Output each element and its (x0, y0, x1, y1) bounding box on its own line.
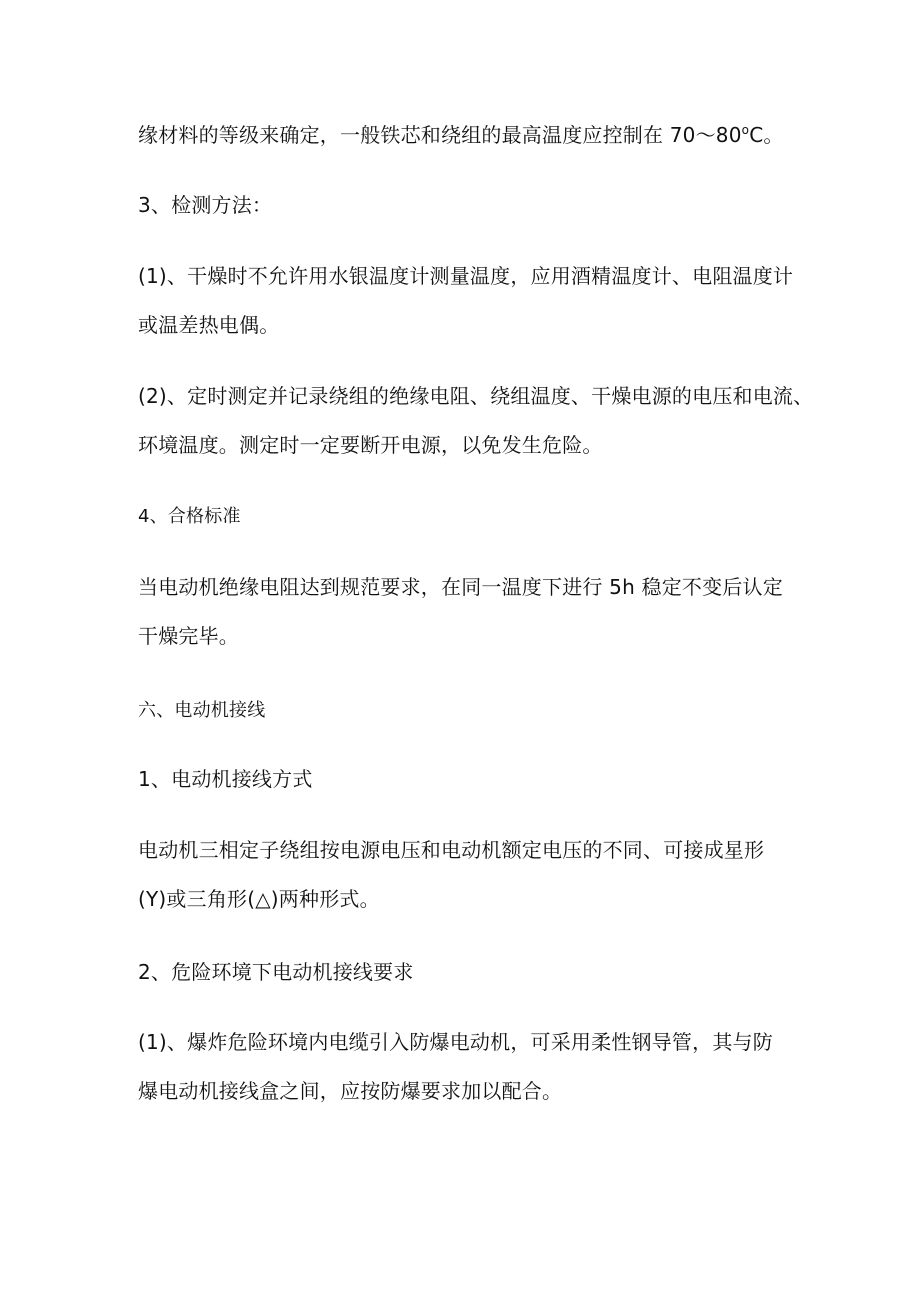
paragraph-item-3-2-line-1: (2)、定时测定并记录绕组的绝缘电阻、绕组温度、干燥电源的电压和电流、 (138, 384, 814, 408)
paragraph-item-3-1-line-2: 或温差热电偶。 (138, 313, 280, 337)
paragraph-item-3-1-line-1: (1)、干燥时不允许用水银温度计测量温度，应用酒精温度计、电阻温度计 (138, 264, 794, 288)
paragraph-item-4-line-2: 干燥完毕。 (138, 624, 239, 648)
heading-detection-method: 3、检测方法： (138, 193, 273, 217)
heading-qualification-standard: 4、合格标准 (138, 506, 241, 527)
paragraph-wiring-method-line-1: 电动机三相定子绕组按电源电压和电动机额定电压的不同、可接成星形 (138, 838, 765, 862)
paragraph-hazardous-wiring-line-1: (1)、爆炸危险环境内电缆引入防爆电动机，可采用柔性钢导管，其与防 (138, 1030, 773, 1054)
heading-hazardous-wiring: 2、危险环境下电动机接线要求 (138, 960, 414, 984)
paragraph-line-temperature (138, 124, 784, 145)
paragraph-hazardous-wiring-line-2: 爆电动机接线盒之间，应按防爆要求加以配合。 (138, 1079, 563, 1103)
temperature-unit: C。 (749, 123, 784, 147)
temperature-text: 缘材料的等级来确定，一般铁芯和绕组的最高温度应控制在 70～80 (138, 123, 742, 147)
section-heading-motor-wiring: 六、电动机接线 (138, 700, 266, 721)
paragraph-item-3-2-line-2: 环境温度。测定时一定要断开电源，以免发生危险。 (138, 433, 603, 457)
degree-superscript: o (741, 123, 750, 137)
paragraph-wiring-method-line-2: (Y)或三角形(△)两种形式。 (138, 887, 380, 911)
heading-wiring-method: 1、电动机接线方式 (138, 767, 313, 791)
paragraph-item-4-line-1: 当电动机绝缘电阻达到规范要求，在同一温度下进行 5h 稳定不变后认定 (138, 575, 783, 599)
